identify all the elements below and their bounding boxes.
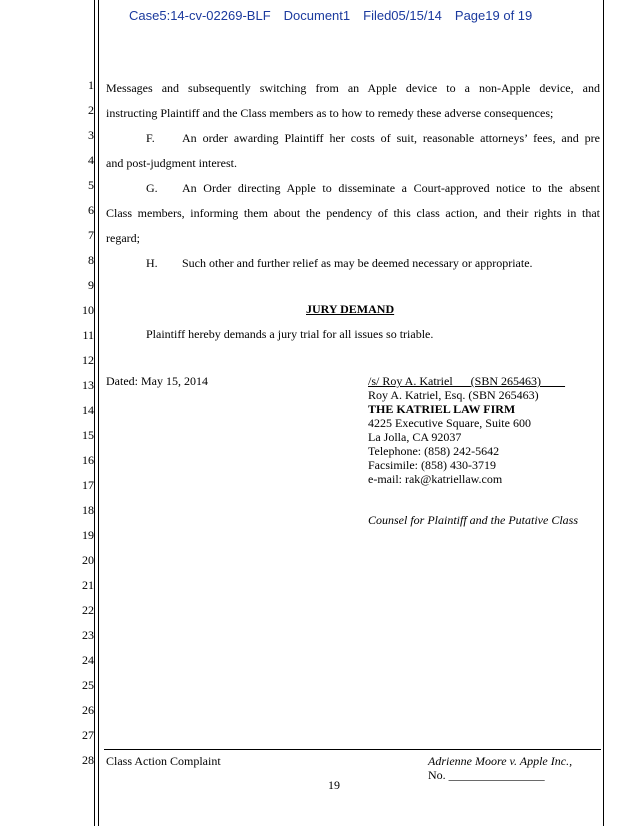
jury-demand-text: Plaintiff hereby demands a jury trial for all issues so triable. — [146, 327, 434, 341]
line-number: 8 — [88, 253, 94, 267]
line-number: 18 — [82, 503, 94, 517]
line-number: 4 — [88, 153, 94, 167]
jury-demand-heading: JURY DEMAND — [306, 302, 395, 316]
footer-document-title: Class Action Complaint — [106, 754, 221, 768]
line-number: 25 — [82, 678, 94, 692]
right-margin-rule — [603, 0, 604, 826]
footer-case-number: No. ________________ — [428, 768, 545, 782]
line-number: 7 — [88, 228, 94, 242]
prayer-item-f: An order awarding Plaintiff her costs of suit, reasonable attorneys’ fees, and pre — [182, 131, 600, 145]
line-number: 13 — [82, 378, 94, 392]
case-number: Case5:14-cv-02269-BLF — [129, 8, 271, 23]
line-number: 27 — [82, 728, 94, 742]
line-number: 10 — [82, 303, 94, 317]
firm-address-street: 4225 Executive Square, Suite 600 — [368, 416, 531, 430]
ecf-header — [129, 8, 545, 23]
date-line: Dated: May 15, 2014 — [106, 374, 208, 388]
attorney-name: Roy A. Katriel, Esq. (SBN 265463) — [368, 388, 539, 402]
line-number: 2 — [88, 103, 94, 117]
list-marker-f: F. — [146, 131, 155, 145]
email: e-mail: rak@katriellaw.com — [368, 472, 503, 486]
line-number: 19 — [82, 528, 94, 542]
body-line: Messages and subsequently switching from an Apple device to a non-Apple device, and — [106, 81, 600, 95]
line-number: 11 — [82, 328, 94, 342]
line-number: 28 — [82, 753, 94, 767]
body-line: and post-judgment interest. — [106, 156, 237, 170]
line-number: 14 — [82, 403, 94, 417]
line-number: 22 — [82, 603, 94, 617]
line-number: 24 — [82, 653, 94, 667]
left-margin-rule-inner — [98, 0, 99, 826]
footer-case-caption: Adrienne Moore v. Apple Inc., — [428, 754, 573, 768]
filed-date: Filed05/15/14 — [363, 8, 442, 23]
prayer-item-h: Such other and further relief as may be deemed necessary or appropriate. — [182, 256, 533, 270]
line-number: 21 — [82, 578, 94, 592]
counsel-designation: Counsel for Plaintiff and the Putative Class — [368, 513, 578, 527]
prayer-item-g: An Order directing Apple to disseminate a Court-approved notice to the absent — [182, 181, 600, 195]
line-number: 1 — [88, 78, 94, 92]
line-number: 23 — [82, 628, 94, 642]
line-number: 26 — [82, 703, 94, 717]
signature-line: /s/ Roy A. Katriel___(SBN 265463)____ — [368, 374, 565, 388]
left-margin-rule-outer — [94, 0, 95, 826]
telephone: Telephone: (858) 242-5642 — [368, 444, 500, 458]
line-number: 9 — [88, 278, 94, 292]
page-count: Page19 of 19 — [454, 8, 533, 23]
body-line: Class members, informing them about the pendency of this class action, and their rights in that — [106, 206, 600, 220]
firm-name: THE KATRIEL LAW FIRM — [368, 402, 516, 416]
list-marker-g: G. — [146, 181, 158, 195]
document-number: Document1 — [283, 8, 351, 23]
line-number: 20 — [82, 553, 94, 567]
footer-rule — [104, 749, 601, 750]
line-number: 12 — [82, 353, 94, 367]
firm-address-city: La Jolla, CA 92037 — [368, 430, 462, 444]
body-line: regard; — [106, 231, 140, 245]
line-number: 17 — [82, 478, 94, 492]
list-marker-h: H. — [146, 256, 158, 270]
line-number: 16 — [82, 453, 94, 467]
body-line: instructing Plaintiff and the Class members as to how to remedy these adverse consequences; — [106, 106, 554, 120]
line-number: 3 — [88, 128, 94, 142]
line-number: 6 — [88, 203, 94, 217]
line-number: 5 — [88, 178, 94, 192]
line-number: 15 — [82, 428, 94, 442]
facsimile: Facsimile: (858) 430-3719 — [368, 458, 496, 472]
page-number: 19 — [328, 778, 340, 792]
